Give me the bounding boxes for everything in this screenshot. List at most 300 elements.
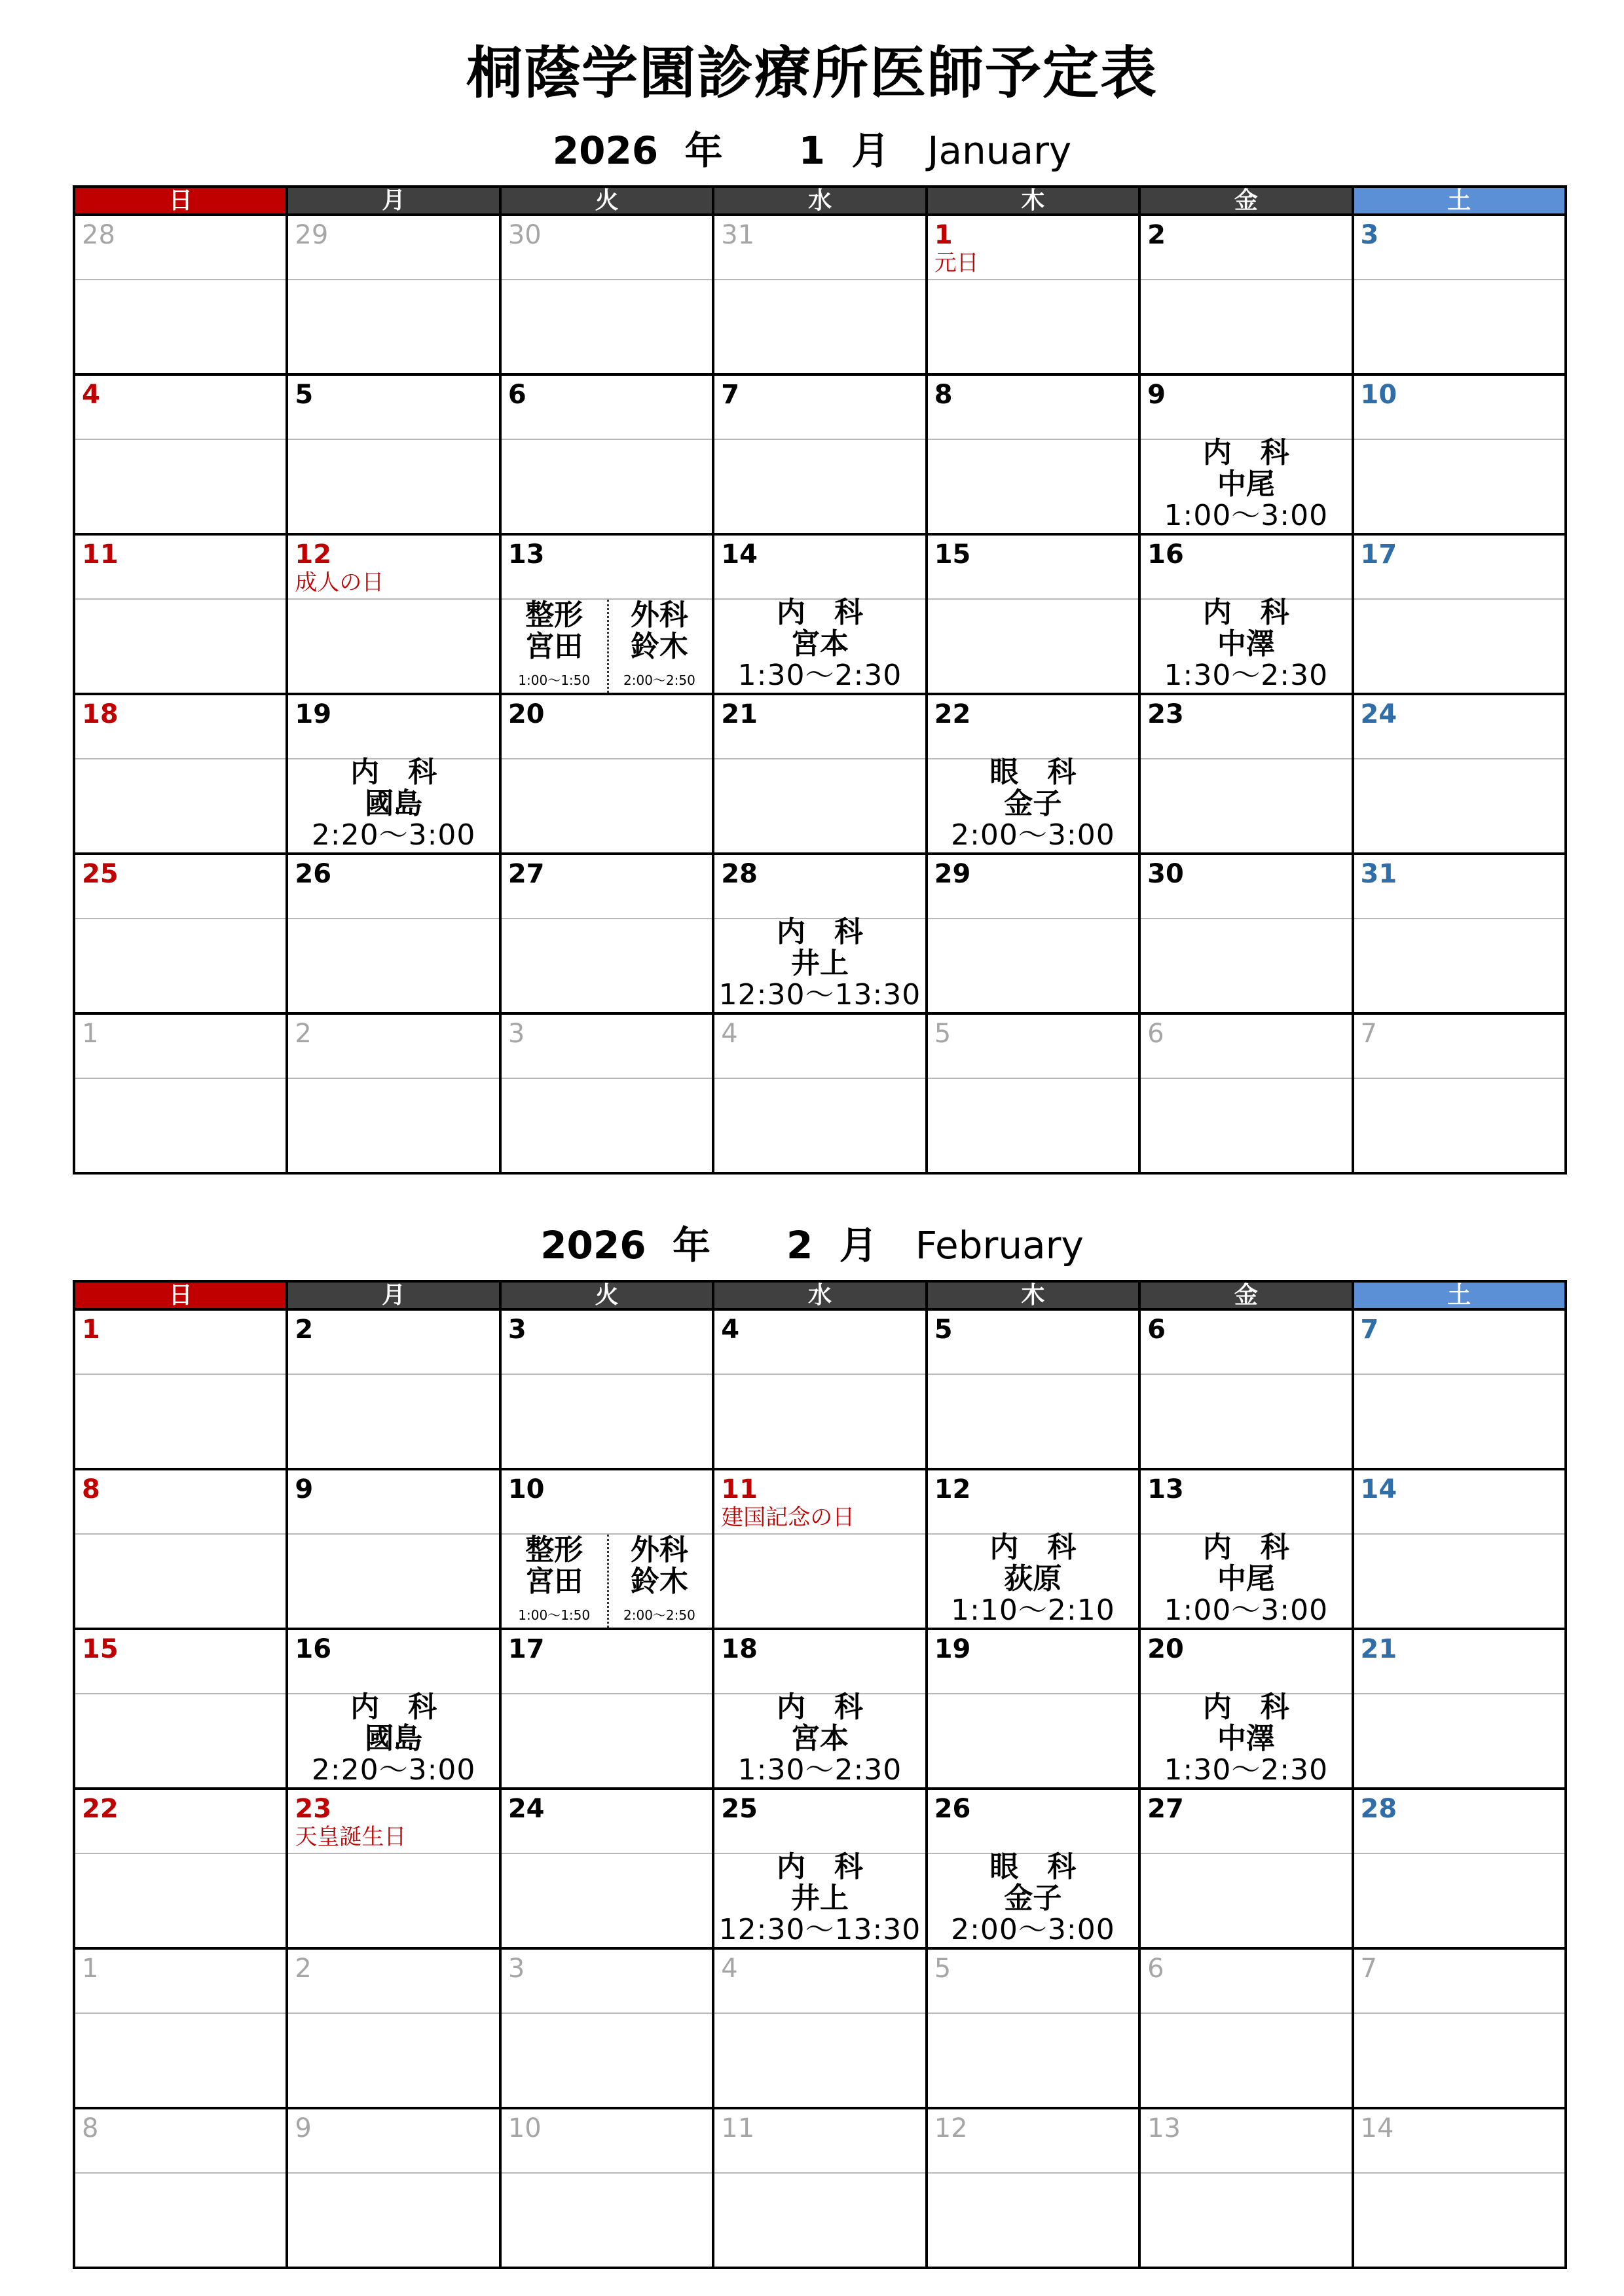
department: 内 科 — [776, 1690, 863, 1724]
day-cell — [1139, 1469, 1352, 1629]
day-cell — [1139, 2108, 1352, 2268]
appointment-time: 2:20～3:00 — [311, 1753, 476, 1787]
day-cell — [287, 1629, 500, 1789]
day-number: 23 — [295, 1794, 332, 1824]
day-cell — [1139, 1013, 1352, 1173]
day-number: 12 — [295, 539, 332, 570]
day-cell-body — [928, 440, 1138, 533]
day-cell — [500, 1013, 713, 1173]
day-cell — [713, 374, 926, 534]
day-number: 22 — [82, 1794, 119, 1824]
day-number: 8 — [934, 380, 953, 410]
day-cell — [287, 2108, 500, 2268]
day-cell-body — [502, 1535, 712, 1628]
day-cell — [927, 1469, 1139, 1629]
weekday-label: 水 — [713, 1281, 926, 1309]
day-cell-body — [928, 1079, 1138, 1172]
day-cell-body — [928, 1694, 1138, 1787]
day-cell — [1139, 1789, 1352, 1948]
day-cell — [1353, 1309, 1566, 1469]
appointment-time: 1:30～2:30 — [1164, 659, 1329, 692]
day-cell-body — [1141, 1375, 1351, 1468]
heading-year-unit: 年 — [673, 1223, 711, 1267]
day-number: 3 — [1360, 220, 1379, 250]
day-number: 20 — [1147, 1634, 1184, 1664]
week-row — [74, 1309, 1566, 1469]
day-cell-body — [502, 280, 712, 373]
day-cell — [500, 694, 713, 854]
day-cell — [500, 1309, 713, 1469]
day-cell-body — [1141, 1079, 1351, 1172]
day-cell-header — [714, 216, 925, 280]
day-cell-body — [928, 919, 1138, 1012]
heading-month-unit: 月 — [851, 128, 890, 173]
holiday-label: 建国記念の日 — [721, 1504, 855, 1531]
day-number: 31 — [1360, 859, 1397, 889]
day-number: 4 — [721, 1954, 738, 1984]
day-cell — [1353, 2108, 1566, 2268]
weekday-label: 金 — [1139, 1281, 1352, 1309]
day-cell-header — [714, 1790, 925, 1854]
day-cell-header — [288, 695, 498, 759]
week-row — [74, 2108, 1566, 2268]
day-number: 7 — [1360, 1019, 1377, 1049]
day-cell — [1353, 1948, 1566, 2108]
clinic-appointment — [928, 1532, 1138, 1626]
day-number: 13 — [507, 539, 545, 570]
day-cell — [74, 694, 287, 854]
day-cell-body — [288, 2014, 498, 2107]
day-cell-header — [714, 1470, 925, 1535]
day-number: 4 — [721, 1315, 740, 1345]
day-number: 26 — [934, 1794, 971, 1824]
day-cell-header — [502, 1630, 712, 1694]
day-cell-header — [1354, 376, 1564, 440]
day-cell — [927, 1309, 1139, 1469]
day-cell-body — [1141, 2014, 1351, 2107]
doctor-name: 中尾 — [1217, 1562, 1275, 1595]
day-cell-header — [928, 1950, 1138, 2014]
day-cell — [713, 534, 926, 694]
day-number: 27 — [1147, 1794, 1184, 1824]
day-cell-header — [714, 1950, 925, 2014]
day-cell-header — [714, 1311, 925, 1375]
day-cell-body — [75, 1535, 286, 1628]
department: 眼 科 — [989, 1850, 1077, 1884]
day-number: 24 — [1360, 699, 1397, 729]
day-cell-header — [1354, 2109, 1564, 2174]
clinic-appointment — [288, 757, 498, 851]
week-row — [74, 1789, 1566, 1948]
day-cell-header — [502, 1015, 712, 1079]
day-cell-header — [288, 1470, 498, 1535]
day-cell-header — [1354, 855, 1564, 919]
day-cell-body — [1354, 1854, 1564, 1947]
department: 内 科 — [1202, 596, 1289, 629]
day-cell-header — [75, 1311, 286, 1375]
day-cell — [1353, 1629, 1566, 1789]
day-cell-header — [1141, 1790, 1351, 1854]
clinic-appointment — [1141, 597, 1351, 691]
day-cell-header — [928, 376, 1138, 440]
day-cell-header — [1354, 1470, 1564, 1535]
day-cell-body — [502, 2174, 712, 2267]
day-cell-body — [502, 1694, 712, 1787]
day-cell-header — [288, 216, 498, 280]
clinic-appointment — [714, 597, 925, 691]
split-appointment — [502, 1535, 712, 1628]
day-cell-header — [75, 536, 286, 600]
day-cell-body — [1141, 436, 1351, 533]
department: 内 科 — [1202, 436, 1289, 469]
day-cell — [287, 215, 500, 374]
day-cell — [927, 694, 1139, 854]
day-number: 8 — [82, 1474, 100, 1504]
day-cell-body — [288, 600, 498, 693]
day-number: 2 — [295, 1019, 312, 1049]
day-cell-header — [288, 1311, 498, 1375]
day-cell-body — [288, 2174, 498, 2267]
day-cell-header — [1141, 1630, 1351, 1694]
day-cell-body — [288, 440, 498, 533]
day-cell-body — [75, 1375, 286, 1468]
day-cell-body — [1354, 2174, 1564, 2267]
day-cell-body — [288, 280, 498, 373]
day-cell — [500, 854, 713, 1013]
day-cell-body — [75, 2014, 286, 2107]
day-cell — [287, 374, 500, 534]
day-number: 16 — [295, 1634, 332, 1664]
day-cell-header — [75, 216, 286, 280]
day-cell — [1139, 1309, 1352, 1469]
day-number: 25 — [82, 859, 119, 889]
day-cell-body — [1141, 919, 1351, 1012]
day-cell — [500, 374, 713, 534]
day-cell-body — [75, 2174, 286, 2267]
day-number: 3 — [507, 1315, 526, 1345]
day-number: 29 — [934, 859, 971, 889]
day-cell-header — [502, 536, 712, 600]
day-cell — [74, 1948, 287, 2108]
clinic-appointment — [1141, 1532, 1351, 1626]
day-cell-body — [714, 1375, 925, 1468]
day-cell-body — [1354, 280, 1564, 373]
day-cell — [1353, 854, 1566, 1013]
weekday-label: 日 — [74, 187, 287, 215]
day-cell-header — [502, 1311, 712, 1375]
day-cell-body — [288, 919, 498, 1012]
day-cell-header — [928, 1630, 1138, 1694]
week-row — [74, 1948, 1566, 2108]
appointment-time: 1:30～2:30 — [737, 1753, 902, 1787]
clinic-appointment — [1141, 437, 1351, 532]
day-cell-header — [928, 216, 1138, 280]
month-heading-january — [0, 124, 1624, 177]
day-cell-body — [714, 915, 925, 1012]
heading-english: January — [927, 128, 1072, 173]
day-cell — [927, 2108, 1139, 2268]
day-cell — [713, 694, 926, 854]
day-number: 7 — [721, 380, 740, 410]
weekday-label: 火 — [500, 187, 713, 215]
day-number: 1 — [82, 1315, 100, 1345]
day-cell — [1139, 1948, 1352, 2108]
appointment-half — [502, 600, 609, 693]
day-cell-header — [928, 1470, 1138, 1535]
day-cell-body — [714, 1690, 925, 1787]
day-cell — [1353, 215, 1566, 374]
day-number: 16 — [1147, 539, 1184, 570]
holiday-label: 成人の日 — [295, 570, 384, 596]
appointment-time: 2:20～3:00 — [311, 818, 476, 852]
day-cell-body — [1141, 280, 1351, 373]
department: 内 科 — [350, 756, 437, 789]
day-number: 19 — [295, 699, 332, 729]
day-cell-header — [75, 1630, 286, 1694]
department: 内 科 — [350, 1690, 437, 1724]
weekday-label: 金 — [1139, 187, 1352, 215]
day-cell — [1353, 1789, 1566, 1948]
day-number: 2 — [295, 1315, 314, 1345]
day-cell-body — [714, 280, 925, 373]
doctor-name: 井上 — [790, 947, 849, 980]
appointment-half — [502, 1535, 609, 1628]
week-row — [74, 1629, 1566, 1789]
day-number: 31 — [721, 220, 755, 250]
day-cell-body — [502, 919, 712, 1012]
weekday-row — [74, 187, 1566, 215]
day-cell-body — [928, 2014, 1138, 2107]
day-number: 18 — [721, 1634, 758, 1664]
day-cell — [927, 215, 1139, 374]
day-number: 6 — [1147, 1954, 1164, 1984]
day-number: 19 — [934, 1634, 971, 1664]
weekday-label: 月 — [287, 1281, 500, 1309]
week-row — [74, 534, 1566, 694]
day-cell-header — [1141, 536, 1351, 600]
day-cell-body — [1141, 596, 1351, 693]
day-number: 15 — [934, 539, 971, 570]
calendar-body — [74, 1309, 1566, 2268]
day-number: 27 — [507, 859, 545, 889]
doctor-name: 荻原 — [1004, 1562, 1062, 1595]
clinic-appointment — [288, 1692, 498, 1786]
day-cell-body — [502, 1854, 712, 1947]
day-cell-header — [1141, 1311, 1351, 1375]
day-number: 10 — [507, 1474, 545, 1504]
day-cell — [1139, 1629, 1352, 1789]
day-cell-body — [502, 1375, 712, 1468]
heading-year: 2026 — [540, 1223, 646, 1267]
day-cell — [500, 215, 713, 374]
day-cell-body — [75, 1079, 286, 1172]
appointment-time: 2:00～3:00 — [951, 1913, 1115, 1946]
day-cell-body — [1354, 1079, 1564, 1172]
day-cell-header — [928, 1015, 1138, 1079]
day-cell — [74, 1469, 287, 1629]
day-cell-header — [75, 855, 286, 919]
day-cell-header — [288, 1950, 498, 2014]
day-cell — [500, 1948, 713, 2108]
day-number: 17 — [1360, 539, 1397, 570]
day-number: 24 — [507, 1794, 545, 1824]
day-cell-header — [1141, 1950, 1351, 2014]
day-number: 22 — [934, 699, 971, 729]
week-row — [74, 694, 1566, 854]
day-number: 11 — [721, 1474, 758, 1504]
weekday-label: 土 — [1353, 187, 1566, 215]
calendar-january — [73, 185, 1567, 1175]
appointment-time: 1:00～1:50 — [518, 672, 591, 688]
weekday-label: 土 — [1353, 1281, 1566, 1309]
calendar-february — [73, 1280, 1567, 2269]
appointment-time: 1:00～1:50 — [518, 1607, 591, 1623]
week-row — [74, 1013, 1566, 1173]
day-cell-body — [288, 1079, 498, 1172]
department: 整形 — [525, 598, 583, 632]
appointment-time: 12:30～13:30 — [718, 1913, 921, 1946]
day-cell-header — [928, 1790, 1138, 1854]
day-cell — [713, 1629, 926, 1789]
department: 内 科 — [776, 915, 863, 949]
day-number: 7 — [1360, 1315, 1379, 1345]
day-cell — [74, 1629, 287, 1789]
day-cell-header — [75, 1470, 286, 1535]
day-cell-header — [1354, 1311, 1564, 1375]
weekday-row — [74, 1281, 1566, 1309]
appointment-half — [607, 600, 712, 693]
appointment-time: 12:30～13:30 — [718, 978, 921, 1011]
day-cell — [1353, 1469, 1566, 1629]
appointment-time: 1:30～2:30 — [1164, 1753, 1329, 1787]
day-cell-header — [288, 1630, 498, 1694]
day-cell-header — [1141, 855, 1351, 919]
day-cell-body — [1141, 759, 1351, 852]
heading-english: February — [915, 1223, 1084, 1267]
day-cell-body — [928, 600, 1138, 693]
day-number: 29 — [295, 220, 329, 250]
day-cell-body — [714, 2174, 925, 2267]
day-cell — [927, 374, 1139, 534]
day-cell-header — [928, 1311, 1138, 1375]
day-cell-body — [714, 596, 925, 693]
day-cell — [500, 1629, 713, 1789]
day-number: 8 — [82, 2113, 99, 2143]
doctor-name: 金子 — [1004, 787, 1062, 820]
day-cell-body — [1141, 1690, 1351, 1787]
heading-year-unit: 年 — [684, 128, 723, 173]
day-cell-body — [714, 1079, 925, 1172]
day-cell-header — [714, 1630, 925, 1694]
clinic-appointment — [928, 757, 1138, 851]
doctor-name: 國島 — [365, 1722, 423, 1755]
day-number: 28 — [82, 220, 115, 250]
day-number: 23 — [1147, 699, 1184, 729]
week-row — [74, 1469, 1566, 1629]
heading-month-unit: 月 — [839, 1223, 877, 1267]
day-cell-header — [75, 695, 286, 759]
day-cell-body — [75, 759, 286, 852]
department: 外科 — [630, 598, 688, 632]
day-cell — [74, 534, 287, 694]
day-number: 17 — [507, 1634, 545, 1664]
day-cell — [1139, 854, 1352, 1013]
doctor-name: 宮田 — [525, 1565, 583, 1598]
holiday-label: 元日 — [934, 250, 979, 276]
clinic-appointment — [714, 1692, 925, 1786]
day-cell-body — [714, 440, 925, 533]
day-cell — [927, 854, 1139, 1013]
day-cell-body — [714, 759, 925, 852]
weekday-label: 水 — [713, 187, 926, 215]
day-cell-header — [502, 216, 712, 280]
day-cell-body — [502, 2014, 712, 2107]
day-cell-header — [288, 855, 498, 919]
day-cell — [74, 1013, 287, 1173]
day-cell-header — [288, 1015, 498, 1079]
doctor-name: 中澤 — [1217, 1722, 1275, 1755]
day-cell — [927, 1948, 1139, 2108]
weekday-label: 木 — [927, 187, 1139, 215]
doctor-name: 宮田 — [525, 630, 583, 663]
day-cell — [713, 2108, 926, 2268]
day-cell — [287, 1789, 500, 1948]
day-cell-body — [928, 756, 1138, 852]
day-cell-body — [1354, 759, 1564, 852]
day-cell-header — [1354, 1950, 1564, 2014]
day-cell — [287, 1948, 500, 2108]
day-cell — [927, 1629, 1139, 1789]
doctor-name: 鈴木 — [630, 1565, 688, 1598]
day-cell — [500, 2108, 713, 2268]
weekday-header — [74, 1281, 1566, 1309]
day-cell-body — [502, 1079, 712, 1172]
day-cell-header — [1141, 1015, 1351, 1079]
day-number: 28 — [1360, 1794, 1397, 1824]
day-cell-header — [1141, 376, 1351, 440]
day-cell-body — [288, 756, 498, 852]
day-cell — [1353, 534, 1566, 694]
day-number: 4 — [82, 380, 100, 410]
day-cell-header — [502, 2109, 712, 2174]
day-number: 14 — [721, 539, 758, 570]
day-cell-header — [288, 1790, 498, 1854]
day-cell — [74, 215, 287, 374]
day-number: 21 — [721, 699, 758, 729]
day-cell-header — [714, 376, 925, 440]
day-number: 3 — [507, 1954, 525, 1984]
page-title: 桐蔭学園診療所医師予定表 — [466, 41, 1158, 106]
day-cell — [500, 534, 713, 694]
day-cell-header — [502, 1470, 712, 1535]
day-number: 12 — [934, 2113, 968, 2143]
day-cell-header — [1354, 695, 1564, 759]
appointment-time: 2:00～2:50 — [623, 1607, 695, 1623]
day-cell-body — [75, 440, 286, 533]
day-cell-body — [928, 280, 1138, 373]
day-cell — [1139, 694, 1352, 854]
department: 内 科 — [1202, 1690, 1289, 1724]
day-cell-body — [502, 759, 712, 852]
week-row — [74, 215, 1566, 374]
day-cell-body — [75, 280, 286, 373]
day-cell-header — [714, 855, 925, 919]
doctor-name: 宮本 — [790, 627, 849, 661]
day-cell — [74, 374, 287, 534]
day-cell-body — [928, 2174, 1138, 2267]
day-number: 6 — [1147, 1315, 1166, 1345]
day-cell — [927, 1013, 1139, 1173]
